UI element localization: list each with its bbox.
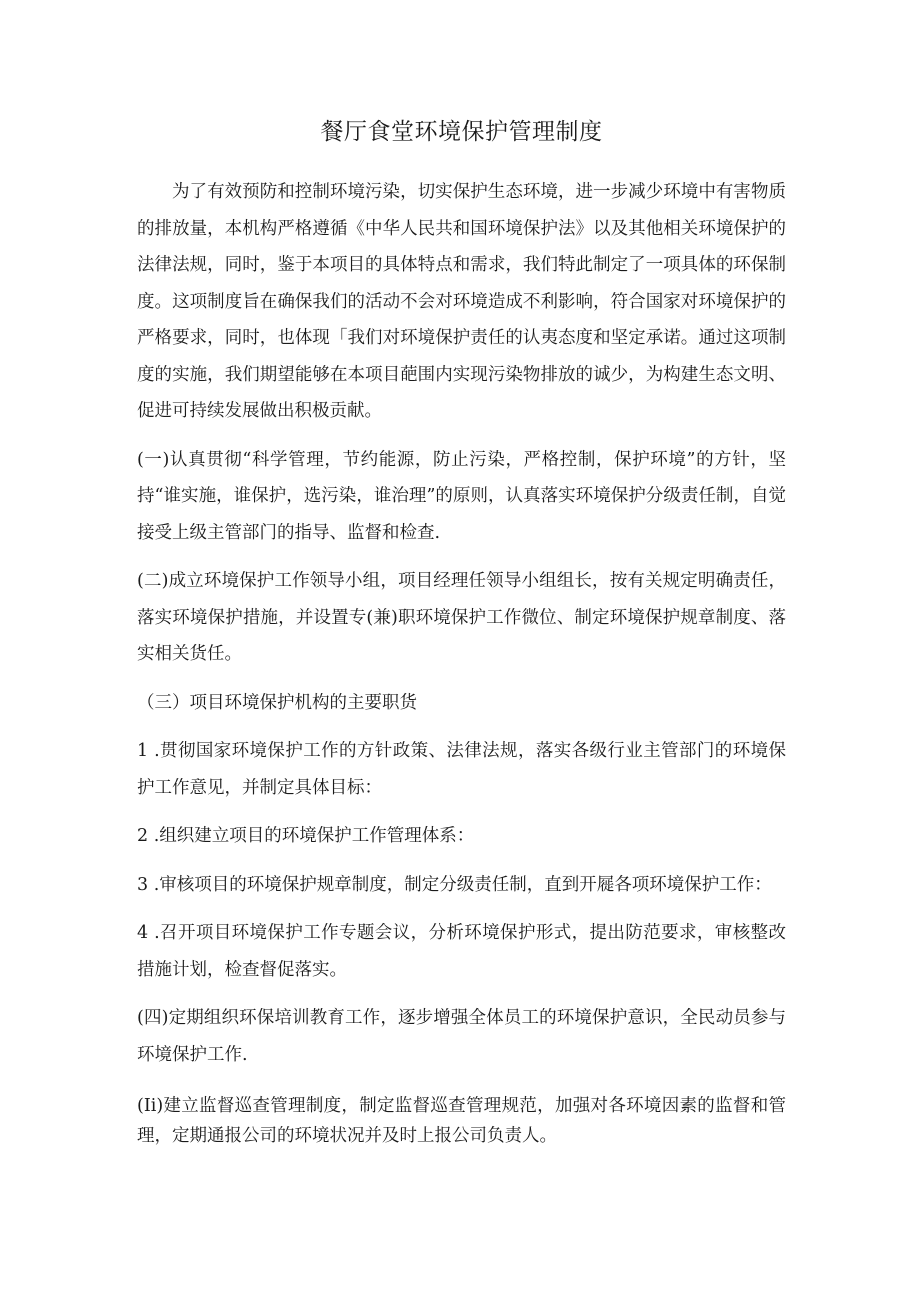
section-5-paragraph: (Ii)建立监督巡查管理制度，制定监督巡查管理规范，加强对各环境因素的监督和管理，定期通报公司的环境状况并及时上报公司负责人。 [137,1096,786,1146]
section-4-paragraph: (四)定期组织环保培训教育工作，逐步增强全体员工的环境保护意识，全民动员参与环境保护工作. [137,1008,786,1065]
duty-item-2: 2 .组织建立项目的环境保护工作管理体系： [137,826,475,846]
section-1-paragraph: (一)认真贯彻“科学管理，节约能源，防止污染，严格控制，保护环境”的方针，坚持“谁实施，谁保护，选污染，谁治理”的原则，认真落实环境保护分级责任制，自觉接受上级主管部门的指导、监督和检查. [137,449,786,543]
duty-item-4: 4 .召开项目环境保护工作专题会议，分析环境保护形式，提出防范要求，审核整改措施计划，检查督促落实。 [137,923,786,980]
section-3-heading: （三）项目环境保护机构的主要职货 [137,692,417,713]
document-title: 餐厅食堂环境保护管理制度 [320,119,603,145]
section-2-paragraph: (二)成立环境保护工作领导小组，项目经理任领导小组组长，按有关规定明确责任，落实环境保护措施，并设置专(兼)职环境保护工作微位、制定环境保护规章制度、落实相关货任。 [137,571,786,664]
duty-item-3: 3 .审核项目的环境保护规章制度，制定分级责任制，直到开屣各项环境保护工作： [137,874,772,895]
intro-paragraph: 为了有效预防和控制环境污染，切实保护生态环境，进一步减少环境中有害物质的排放量，本机构严格遵循《中华人民共和国环境保护法》以及其他相关环境保护的法律法规，同时，鉴于本项目的具体特点和需求，我们特此制定了一项具体的环保制度。这项制度旨在确保我们的活动不会对环境造成不利影响，符合国家对环境保护的严格要求，同时，也体现「我们对环境保护责任的认夷态度和坚定承诺。通过这项制度的实施，我们期望能够在本项目葩围内实现污染物排放的诚少，为构建生态文明、促进可持续发展做出积极贡献。 [137,182,786,421]
duty-item-1: 1 .贯彻国家环境保护工作的方针政策、法律法规，落实各级行业主管部门的环境保护工作意见，并制定具体目标： [137,741,786,798]
